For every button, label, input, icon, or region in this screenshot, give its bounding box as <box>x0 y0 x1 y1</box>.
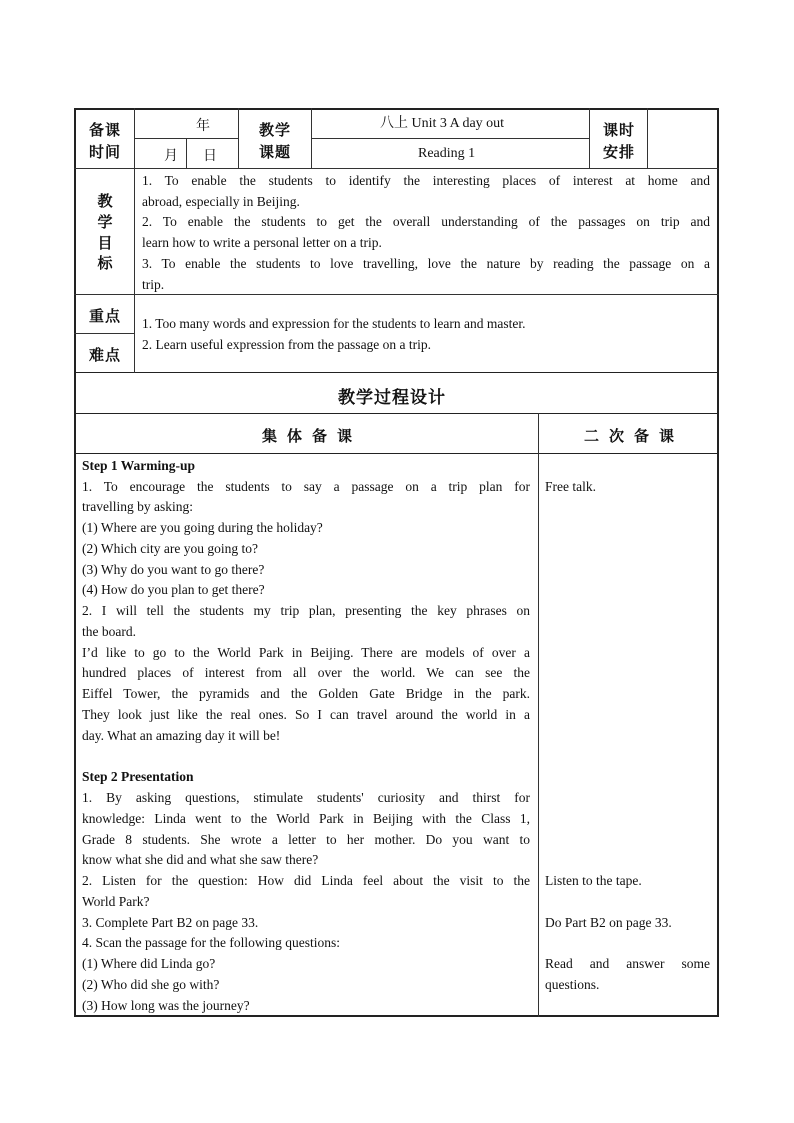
objectives-label-char: 标 <box>97 254 113 273</box>
objective-line: trip. <box>142 277 165 292</box>
objectives-label-char: 教 <box>97 192 113 210</box>
col-divider <box>134 108 135 373</box>
objectives-label-char: 目 <box>97 233 113 252</box>
col-divider <box>589 108 590 168</box>
step-line: 2. I will tell the students my trip plan, presenting the key phrases on <box>82 603 530 618</box>
step-line: day. What an amazing day it will be! <box>82 728 281 743</box>
row-divider <box>311 138 589 139</box>
step-line: (4) How do you plan to get there? <box>82 582 265 597</box>
topic-label: 教学 <box>259 121 292 139</box>
col-divider <box>647 108 648 168</box>
step-line: (2) Who did she go with? <box>82 977 220 992</box>
step-line: knowledge: Linda went to the World Park in Beijing with the Class 1, <box>82 811 530 826</box>
step-line: They look just like the real ones. So I can travel around the world in a <box>82 707 530 722</box>
step-line: (2) Which city are you going to? <box>82 541 258 556</box>
secondary-prep-header: 二次备课 <box>584 427 685 445</box>
prep-time-label: 备课 <box>89 121 122 139</box>
year-label: 年 <box>196 118 210 134</box>
step-line: hundred places of interest from all over the world. We can see the <box>82 665 530 680</box>
objective-line: 1. To enable the students to identify the interesting places of interest at home and <box>142 173 710 188</box>
unit-title: 八上 Unit 3 A day out <box>380 116 505 131</box>
secondary-note: Free talk. <box>545 479 596 494</box>
secondary-note: Listen to the tape. <box>545 873 642 888</box>
key-point-item: 1. Too many words and expression for the students to learn and master. <box>142 316 526 331</box>
step-line: 2. Listen for the question: How did Linda feel about the visit to the <box>82 873 530 888</box>
step-line: Eiffel Tower, the pyramids and the Golden Gate Bridge in the park. <box>82 686 530 701</box>
day-label: 日 <box>203 148 217 164</box>
objectives-label-char: 学 <box>97 212 113 231</box>
step-line: 1. By asking questions, stimulate students' curiosity and thirst for <box>82 790 530 805</box>
step-line: 3. Complete Part B2 on page 33. <box>82 915 259 930</box>
lesson-name: Reading 1 <box>418 146 476 161</box>
step-title: Step 1 Warming-up <box>82 458 196 473</box>
step-line: travelling by asking: <box>82 499 193 514</box>
col-divider <box>186 138 187 168</box>
col-divider <box>538 413 539 1017</box>
objective-line: 2. To enable the students to get the overall understanding of the passages on trip and <box>142 214 710 229</box>
row-divider <box>74 333 134 334</box>
step-line: 4. Scan the passage for the following questions: <box>82 935 340 950</box>
secondary-note: questions. <box>545 977 600 992</box>
collective-prep-header: 集体备课 <box>262 427 363 445</box>
col-divider <box>311 108 312 168</box>
step-line: 1. To encourage the students to say a passage on a trip plan for <box>82 479 530 494</box>
row-divider <box>74 168 719 169</box>
key-point-label: 重点 <box>89 307 122 325</box>
process-title: 教学过程设计 <box>338 388 446 408</box>
step-title: Step 2 Presentation <box>82 769 194 784</box>
schedule-label: 安排 <box>603 143 636 161</box>
difficult-point-label: 难点 <box>89 346 122 364</box>
secondary-note: Do Part B2 on page 33. <box>545 915 672 930</box>
objective-line: 3. To enable the students to love travelling, love the nature by reading the passage on a <box>142 256 710 271</box>
step-line: World Park? <box>82 894 150 909</box>
step-line: know what she did and what she saw there? <box>82 852 319 867</box>
objective-line: learn how to write a personal letter on a trip. <box>142 235 382 250</box>
step-line: (1) Where did Linda go? <box>82 956 216 971</box>
row-divider <box>74 453 719 454</box>
step-line: I’d like to go to the World Park in Beijing. There are models of over a <box>82 645 530 660</box>
month-label: 月 <box>164 148 178 164</box>
step-line: the board. <box>82 624 136 639</box>
row-divider <box>74 372 719 373</box>
objectives-label <box>95 191 115 274</box>
step-line: Grade 8 students. She wrote a letter to her mother. Do you want to <box>82 832 530 847</box>
topic-label: 课题 <box>259 143 292 161</box>
step-line: (3) How long was the journey? <box>82 998 250 1013</box>
step-line: (3) Why do you want to go there? <box>82 562 265 577</box>
row-divider <box>74 413 719 414</box>
schedule-label: 课时 <box>603 121 636 139</box>
row-divider <box>74 294 719 295</box>
secondary-note: Read and answer some <box>545 956 710 971</box>
step-line: (1) Where are you going during the holiday? <box>82 520 323 535</box>
objective-line: abroad, especially in Beijing. <box>142 194 300 209</box>
col-divider <box>238 108 239 168</box>
prep-time-label: 时间 <box>89 143 122 161</box>
key-point-item: 2. Learn useful expression from the passage on a trip. <box>142 337 432 352</box>
